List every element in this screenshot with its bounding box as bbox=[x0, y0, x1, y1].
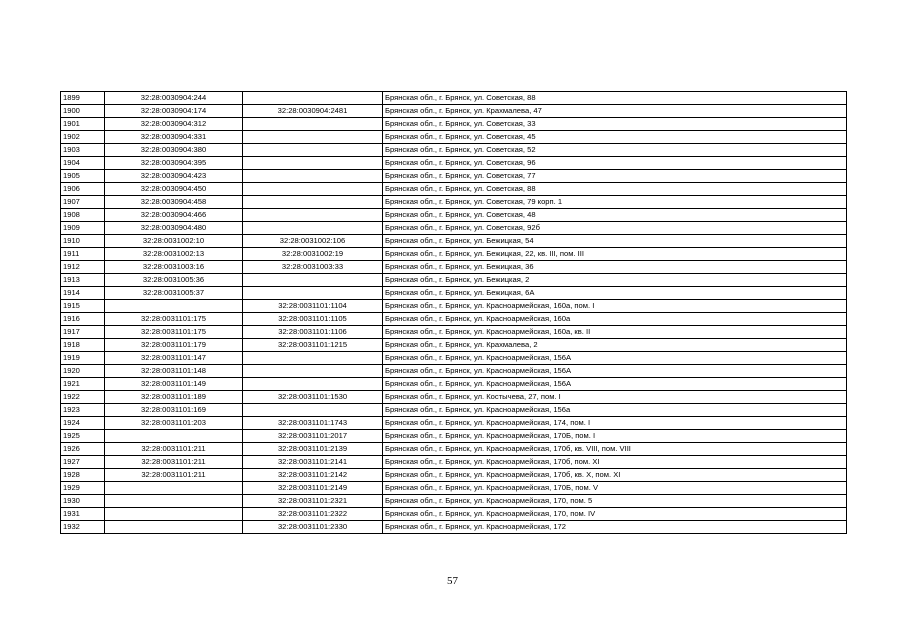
address-cell: Брянская обл., г. Брянск, ул. Красноармейская, 172 bbox=[383, 521, 847, 534]
row-number-cell: 1932 bbox=[61, 521, 105, 534]
land-cadastral-number-cell bbox=[105, 300, 243, 313]
table-row bbox=[61, 209, 847, 222]
address-cell: Брянская обл., г. Брянск, ул. Советская, 52 bbox=[383, 144, 847, 157]
row-number-cell: 1907 bbox=[61, 196, 105, 209]
row-number-cell: 1902 bbox=[61, 131, 105, 144]
land-cadastral-number-cell: 32:28:0031101:175 bbox=[105, 313, 243, 326]
land-cadastral-number-cell bbox=[105, 430, 243, 443]
object-cadastral-number-cell bbox=[243, 118, 383, 131]
table-row bbox=[61, 404, 847, 417]
address-cell: Брянская обл., г. Брянск, ул. Красноармейская, 170Б, пом. I bbox=[383, 430, 847, 443]
table-row bbox=[61, 443, 847, 456]
land-cadastral-number-cell: 32:28:0031101:189 bbox=[105, 391, 243, 404]
object-cadastral-number-cell: 32:28:0031101:1215 bbox=[243, 339, 383, 352]
table-row bbox=[61, 235, 847, 248]
object-cadastral-number-cell: 32:28:0031101:1743 bbox=[243, 417, 383, 430]
table-row bbox=[61, 183, 847, 196]
object-cadastral-number-cell: 32:28:0031101:1104 bbox=[243, 300, 383, 313]
row-number-cell: 1910 bbox=[61, 235, 105, 248]
land-cadastral-number-cell: 32:28:0031101:179 bbox=[105, 339, 243, 352]
row-number-cell: 1899 bbox=[61, 92, 105, 105]
address-cell: Брянская обл., г. Брянск, ул. Красноармейская, 170Б, пом. V bbox=[383, 482, 847, 495]
object-cadastral-number-cell bbox=[243, 352, 383, 365]
table-row bbox=[61, 352, 847, 365]
row-number-cell: 1922 bbox=[61, 391, 105, 404]
land-cadastral-number-cell: 32:28:0030904:244 bbox=[105, 92, 243, 105]
object-cadastral-number-cell: 32:28:0031101:2322 bbox=[243, 508, 383, 521]
row-number-cell: 1914 bbox=[61, 287, 105, 300]
object-cadastral-number-cell: 32:28:0031101:1106 bbox=[243, 326, 383, 339]
object-cadastral-number-cell bbox=[243, 196, 383, 209]
address-cell: Брянская обл., г. Брянск, ул. Красноармейская, 170, пом. IV bbox=[383, 508, 847, 521]
object-cadastral-number-cell: 32:28:0031101:2139 bbox=[243, 443, 383, 456]
object-cadastral-number-cell bbox=[243, 131, 383, 144]
table-row bbox=[61, 222, 847, 235]
land-cadastral-number-cell: 32:28:0030904:395 bbox=[105, 157, 243, 170]
page-number: 57 bbox=[447, 575, 458, 587]
registry-table bbox=[60, 91, 847, 534]
row-number-cell: 1928 bbox=[61, 469, 105, 482]
object-cadastral-number-cell: 32:28:0031101:1530 bbox=[243, 391, 383, 404]
row-number-cell: 1913 bbox=[61, 274, 105, 287]
table-row bbox=[61, 339, 847, 352]
row-number-cell: 1925 bbox=[61, 430, 105, 443]
table-row bbox=[61, 92, 847, 105]
land-cadastral-number-cell: 32:28:0030904:450 bbox=[105, 183, 243, 196]
object-cadastral-number-cell: 32:28:0031101:1105 bbox=[243, 313, 383, 326]
land-cadastral-number-cell bbox=[105, 521, 243, 534]
address-cell: Брянская обл., г. Брянск, ул. Красноармейская, 156А bbox=[383, 378, 847, 391]
address-cell: Брянская обл., г. Брянск, ул. Советская, 33 bbox=[383, 118, 847, 131]
address-cell: Брянская обл., г. Брянск, ул. Советская, 88 bbox=[383, 183, 847, 196]
address-cell: Брянская обл., г. Брянск, ул. Красноармейская, 156А bbox=[383, 365, 847, 378]
object-cadastral-number-cell bbox=[243, 404, 383, 417]
row-number-cell: 1919 bbox=[61, 352, 105, 365]
row-number-cell: 1912 bbox=[61, 261, 105, 274]
address-cell: Брянская обл., г. Брянск, ул. Бежицкая, 22, кв. III, пом. III bbox=[383, 248, 847, 261]
row-number-cell: 1909 bbox=[61, 222, 105, 235]
address-cell: Брянская обл., г. Брянск, ул. Бежицкая, 6А bbox=[383, 287, 847, 300]
address-cell: Брянская обл., г. Брянск, ул. Костычева, 27, пом. I bbox=[383, 391, 847, 404]
object-cadastral-number-cell bbox=[243, 222, 383, 235]
row-number-cell: 1917 bbox=[61, 326, 105, 339]
address-cell: Брянская обл., г. Брянск, ул. Красноармейская, 170, пом. 5 bbox=[383, 495, 847, 508]
object-cadastral-number-cell: 32:28:0031101:2149 bbox=[243, 482, 383, 495]
table-row bbox=[61, 456, 847, 469]
object-cadastral-number-cell: 32:28:0031101:2330 bbox=[243, 521, 383, 534]
object-cadastral-number-cell bbox=[243, 183, 383, 196]
row-number-cell: 1927 bbox=[61, 456, 105, 469]
land-cadastral-number-cell: 32:28:0030904:380 bbox=[105, 144, 243, 157]
address-cell: Брянская обл., г. Брянск, ул. Крахмалева, 2 bbox=[383, 339, 847, 352]
table-row bbox=[61, 157, 847, 170]
object-cadastral-number-cell bbox=[243, 365, 383, 378]
table-row bbox=[61, 105, 847, 118]
land-cadastral-number-cell: 32:28:0031101:175 bbox=[105, 326, 243, 339]
object-cadastral-number-cell: 32:28:0031003:33 bbox=[243, 261, 383, 274]
land-cadastral-number-cell: 32:28:0031101:211 bbox=[105, 456, 243, 469]
row-number-cell: 1908 bbox=[61, 209, 105, 222]
address-cell: Брянская обл., г. Брянск, ул. Советская, 45 bbox=[383, 131, 847, 144]
object-cadastral-number-cell: 32:28:0030904:2481 bbox=[243, 105, 383, 118]
table-row bbox=[61, 248, 847, 261]
address-cell: Брянская обл., г. Брянск, ул. Советская, 96 bbox=[383, 157, 847, 170]
row-number-cell: 1930 bbox=[61, 495, 105, 508]
table-row bbox=[61, 430, 847, 443]
land-cadastral-number-cell: 32:28:0031101:149 bbox=[105, 378, 243, 391]
object-cadastral-number-cell bbox=[243, 378, 383, 391]
object-cadastral-number-cell bbox=[243, 170, 383, 183]
address-cell: Брянская обл., г. Брянск, ул. Красноармейская, 170б, кв. VIII, пом. VIII bbox=[383, 443, 847, 456]
address-cell: Брянская обл., г. Брянск, ул. Бежицкая, 54 bbox=[383, 235, 847, 248]
address-cell: Брянская обл., г. Брянск, ул. Красноармейская, 160а bbox=[383, 313, 847, 326]
land-cadastral-number-cell: 32:28:0031101:211 bbox=[105, 469, 243, 482]
row-number-cell: 1926 bbox=[61, 443, 105, 456]
table-row bbox=[61, 378, 847, 391]
row-number-cell: 1923 bbox=[61, 404, 105, 417]
land-cadastral-number-cell: 32:28:0030904:466 bbox=[105, 209, 243, 222]
object-cadastral-number-cell: 32:28:0031101:2141 bbox=[243, 456, 383, 469]
row-number-cell: 1921 bbox=[61, 378, 105, 391]
table-row bbox=[61, 118, 847, 131]
address-cell: Брянская обл., г. Брянск, ул. Бежицкая, 36 bbox=[383, 261, 847, 274]
address-cell: Брянская обл., г. Брянск, ул. Советская, 88 bbox=[383, 92, 847, 105]
object-cadastral-number-cell bbox=[243, 144, 383, 157]
table-row bbox=[61, 469, 847, 482]
address-cell: Брянская обл., г. Брянск, ул. Крахмалева, 47 bbox=[383, 105, 847, 118]
object-cadastral-number-cell: 32:28:0031101:2017 bbox=[243, 430, 383, 443]
row-number-cell: 1905 bbox=[61, 170, 105, 183]
object-cadastral-number-cell bbox=[243, 157, 383, 170]
table-row bbox=[61, 300, 847, 313]
land-cadastral-number-cell bbox=[105, 495, 243, 508]
object-cadastral-number-cell bbox=[243, 287, 383, 300]
address-cell: Брянская обл., г. Брянск, ул. Советская, 79 корп. 1 bbox=[383, 196, 847, 209]
land-cadastral-number-cell: 32:28:0031101:148 bbox=[105, 365, 243, 378]
land-cadastral-number-cell: 32:28:0031002:10 bbox=[105, 235, 243, 248]
object-cadastral-number-cell: 32:28:0031002:19 bbox=[243, 248, 383, 261]
land-cadastral-number-cell: 32:28:0030904:423 bbox=[105, 170, 243, 183]
address-cell: Брянская обл., г. Брянск, ул. Красноармейская, 170б, пом. XI bbox=[383, 456, 847, 469]
land-cadastral-number-cell: 32:28:0030904:480 bbox=[105, 222, 243, 235]
object-cadastral-number-cell bbox=[243, 209, 383, 222]
land-cadastral-number-cell: 32:28:0031005:36 bbox=[105, 274, 243, 287]
address-cell: Брянская обл., г. Брянск, ул. Советская, 48 bbox=[383, 209, 847, 222]
land-cadastral-number-cell: 32:28:0031002:13 bbox=[105, 248, 243, 261]
row-number-cell: 1906 bbox=[61, 183, 105, 196]
land-cadastral-number-cell bbox=[105, 508, 243, 521]
object-cadastral-number-cell: 32:28:0031101:2142 bbox=[243, 469, 383, 482]
address-cell: Брянская обл., г. Брянск, ул. Красноармейская, 156а bbox=[383, 404, 847, 417]
table-row bbox=[61, 170, 847, 183]
land-cadastral-number-cell: 32:28:0030904:331 bbox=[105, 131, 243, 144]
row-number-cell: 1915 bbox=[61, 300, 105, 313]
row-number-cell: 1920 bbox=[61, 365, 105, 378]
table-row bbox=[61, 261, 847, 274]
table-row bbox=[61, 508, 847, 521]
address-cell: Брянская обл., г. Брянск, ул. Красноармейская, 156А bbox=[383, 352, 847, 365]
table-row bbox=[61, 326, 847, 339]
table-row bbox=[61, 131, 847, 144]
row-number-cell: 1918 bbox=[61, 339, 105, 352]
land-cadastral-number-cell: 32:28:0031101:203 bbox=[105, 417, 243, 430]
row-number-cell: 1931 bbox=[61, 508, 105, 521]
table-row bbox=[61, 196, 847, 209]
land-cadastral-number-cell: 32:28:0031005:37 bbox=[105, 287, 243, 300]
row-number-cell: 1924 bbox=[61, 417, 105, 430]
row-number-cell: 1929 bbox=[61, 482, 105, 495]
land-cadastral-number-cell: 32:28:0031101:169 bbox=[105, 404, 243, 417]
table-row bbox=[61, 313, 847, 326]
row-number-cell: 1901 bbox=[61, 118, 105, 131]
table-row bbox=[61, 365, 847, 378]
object-cadastral-number-cell bbox=[243, 274, 383, 287]
table-row bbox=[61, 144, 847, 157]
row-number-cell: 1900 bbox=[61, 105, 105, 118]
land-cadastral-number-cell: 32:28:0030904:458 bbox=[105, 196, 243, 209]
registry-table-body bbox=[61, 92, 847, 534]
table-row bbox=[61, 521, 847, 534]
land-cadastral-number-cell: 32:28:0030904:174 bbox=[105, 105, 243, 118]
address-cell: Брянская обл., г. Брянск, ул. Красноармейская, 160а, кв. II bbox=[383, 326, 847, 339]
address-cell: Брянская обл., г. Брянск, ул. Красноармейская, 170б, кв. X, пом. XI bbox=[383, 469, 847, 482]
address-cell: Брянская обл., г. Брянск, ул. Бежицкая, 2 bbox=[383, 274, 847, 287]
table-row bbox=[61, 495, 847, 508]
land-cadastral-number-cell: 32:28:0031101:147 bbox=[105, 352, 243, 365]
address-cell: Брянская обл., г. Брянск, ул. Советская, 77 bbox=[383, 170, 847, 183]
row-number-cell: 1911 bbox=[61, 248, 105, 261]
address-cell: Брянская обл., г. Брянск, ул. Красноармейская, 160а, пом. I bbox=[383, 300, 847, 313]
row-number-cell: 1916 bbox=[61, 313, 105, 326]
table-row bbox=[61, 417, 847, 430]
table-row bbox=[61, 287, 847, 300]
object-cadastral-number-cell: 32:28:0031101:2321 bbox=[243, 495, 383, 508]
row-number-cell: 1904 bbox=[61, 157, 105, 170]
object-cadastral-number-cell: 32:28:0031002:106 bbox=[243, 235, 383, 248]
table-row bbox=[61, 391, 847, 404]
land-cadastral-number-cell: 32:28:0030904:312 bbox=[105, 118, 243, 131]
land-cadastral-number-cell: 32:28:0031101:211 bbox=[105, 443, 243, 456]
table-row bbox=[61, 482, 847, 495]
land-cadastral-number-cell: 32:28:0031003:16 bbox=[105, 261, 243, 274]
table-row bbox=[61, 274, 847, 287]
address-cell: Брянская обл., г. Брянск, ул. Советская, 92б bbox=[383, 222, 847, 235]
row-number-cell: 1903 bbox=[61, 144, 105, 157]
object-cadastral-number-cell bbox=[243, 92, 383, 105]
land-cadastral-number-cell bbox=[105, 482, 243, 495]
address-cell: Брянская обл., г. Брянск, ул. Красноармейская, 174, пом. I bbox=[383, 417, 847, 430]
